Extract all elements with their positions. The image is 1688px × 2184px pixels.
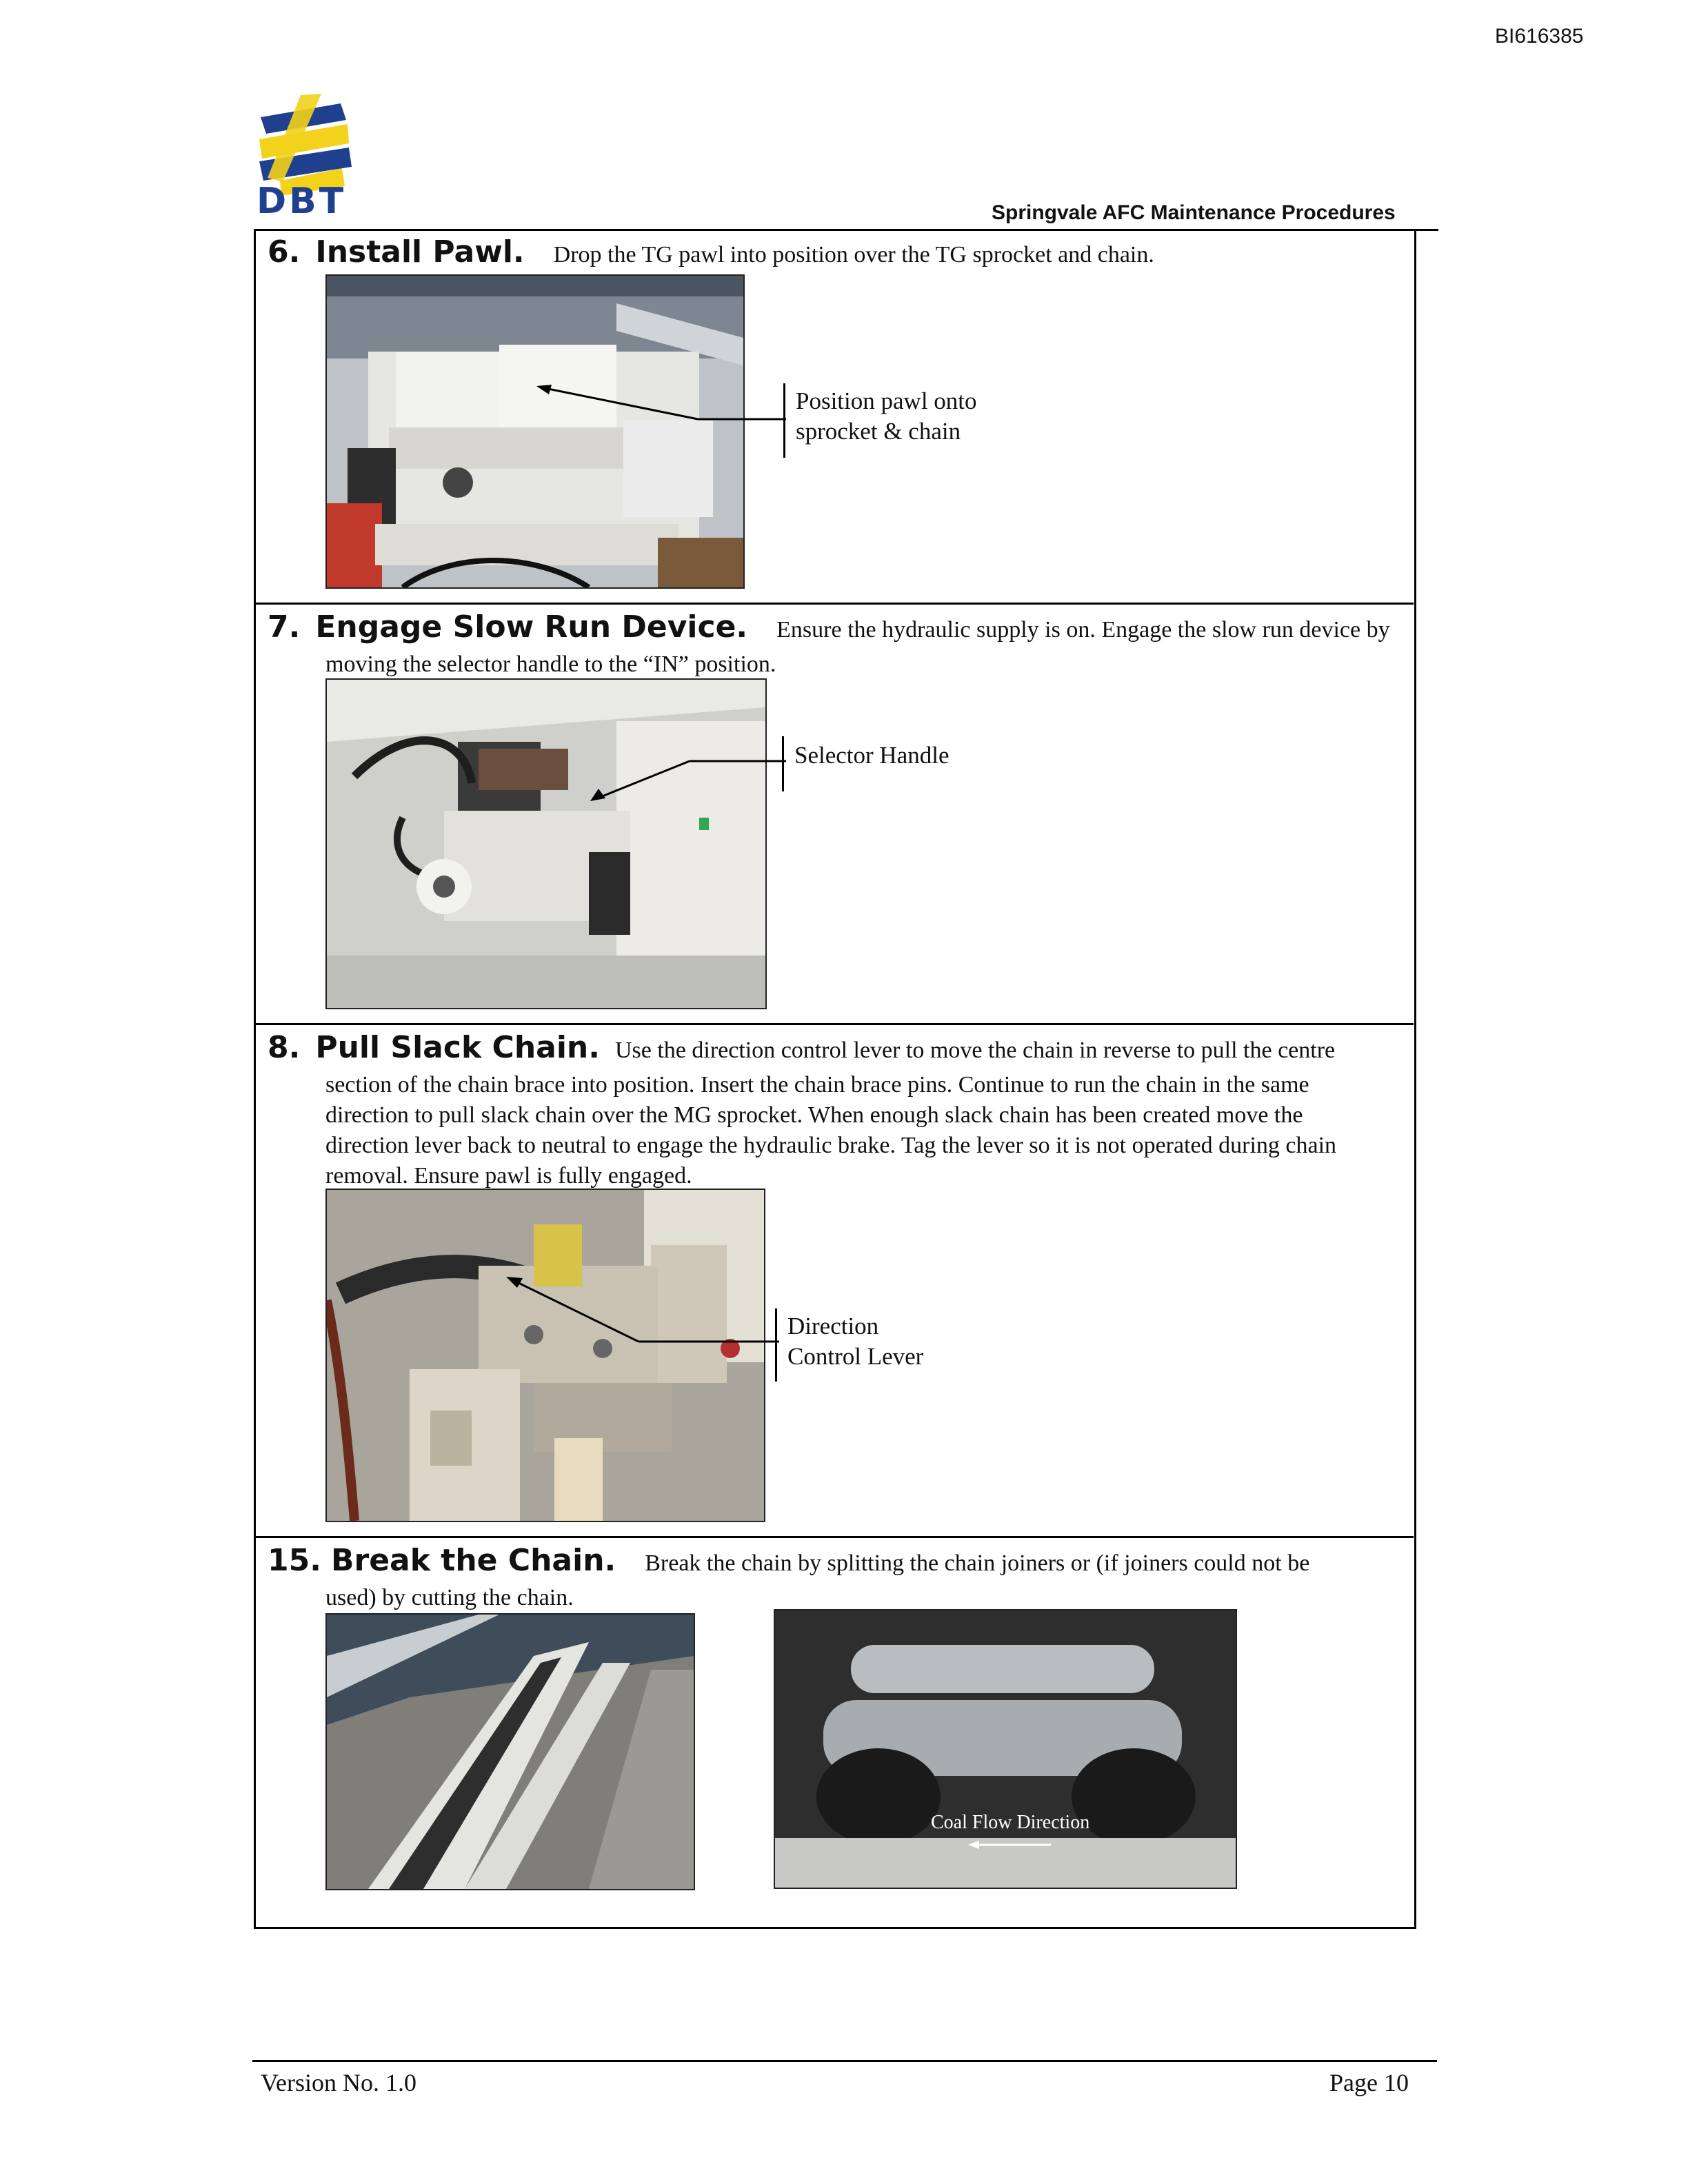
step-number: 15. — [268, 1543, 321, 1578]
step-number: 7. — [268, 609, 301, 645]
callout-pointer — [586, 756, 786, 805]
step-title: Break the Chain. — [330, 1543, 616, 1578]
callout-bracket — [782, 736, 784, 791]
chain-joiner-photo — [774, 1609, 1237, 1889]
direction-lever-photo — [325, 1189, 765, 1522]
header-title: Springvale AFC Maintenance Procedures — [992, 201, 1396, 224]
step-text: Use the direction control lever to move the chain in reverse to pull the centre — [614, 1038, 1336, 1063]
step-title: Pull Slack Chain. — [315, 1030, 600, 1065]
step-text: Drop the TG pawl into position over the TG sprocket and chain. — [553, 242, 1154, 267]
callout-label: Selector Handle — [794, 742, 950, 769]
slow-run-device-photo — [325, 678, 767, 1009]
step-text: Ensure the hydraulic supply is on. Engage the slow run device by — [776, 617, 1390, 643]
callout-pointer — [503, 1273, 779, 1348]
callout-label: Direction Control Lever — [787, 1313, 924, 1370]
step-title: Install Pawl. — [315, 234, 525, 270]
step-text: Break the chain by splitting the chain joiners or (if joiners could not be — [645, 1550, 1310, 1576]
footer-rule — [252, 2060, 1437, 2062]
step-text-continued: section of the chain brace into position. Insert the chain brace pins. Continue to run the chain in the same direction to pull slack chain over the MG sprocket. When enough slack chain has been created move the direction lever back to neutral to engage the hydraulic brake. Tag the lever so it is not operated during chain removal. Ensure pawl is fully engaged. — [325, 1072, 1337, 1189]
row-divider — [255, 1536, 1414, 1538]
step-number: 8. — [268, 1030, 301, 1065]
row-divider — [255, 603, 1414, 605]
callout-label: Position pawl onto sprocket & chain — [796, 387, 977, 445]
step-text-continued: moving the selector handle to the “IN” position. — [325, 651, 776, 677]
step-6 — [268, 234, 1154, 270]
document-id: BI616385 — [1495, 25, 1584, 48]
page-number: Page 10 — [1329, 2069, 1409, 2096]
callout-bracket — [775, 1308, 777, 1382]
logo-text: DBT — [257, 181, 347, 222]
chain-conveyor-photo — [325, 1613, 695, 1890]
step-text-continued: used) by cutting the chain. — [325, 1585, 574, 1610]
row-divider — [255, 1023, 1414, 1025]
version-number: Version No. 1.0 — [261, 2069, 416, 2096]
step-number: 6. — [268, 234, 301, 270]
step-title: Engage Slow Run Device. — [315, 609, 748, 645]
dbt-logo — [252, 91, 356, 222]
step-15 — [268, 1543, 1309, 1579]
step-8 — [268, 1030, 1335, 1066]
callout-bracket — [783, 383, 785, 458]
step-7 — [268, 609, 1390, 645]
photo-caption: Coal Flow Direction — [931, 1812, 1090, 1833]
callout-pointer — [531, 378, 786, 461]
